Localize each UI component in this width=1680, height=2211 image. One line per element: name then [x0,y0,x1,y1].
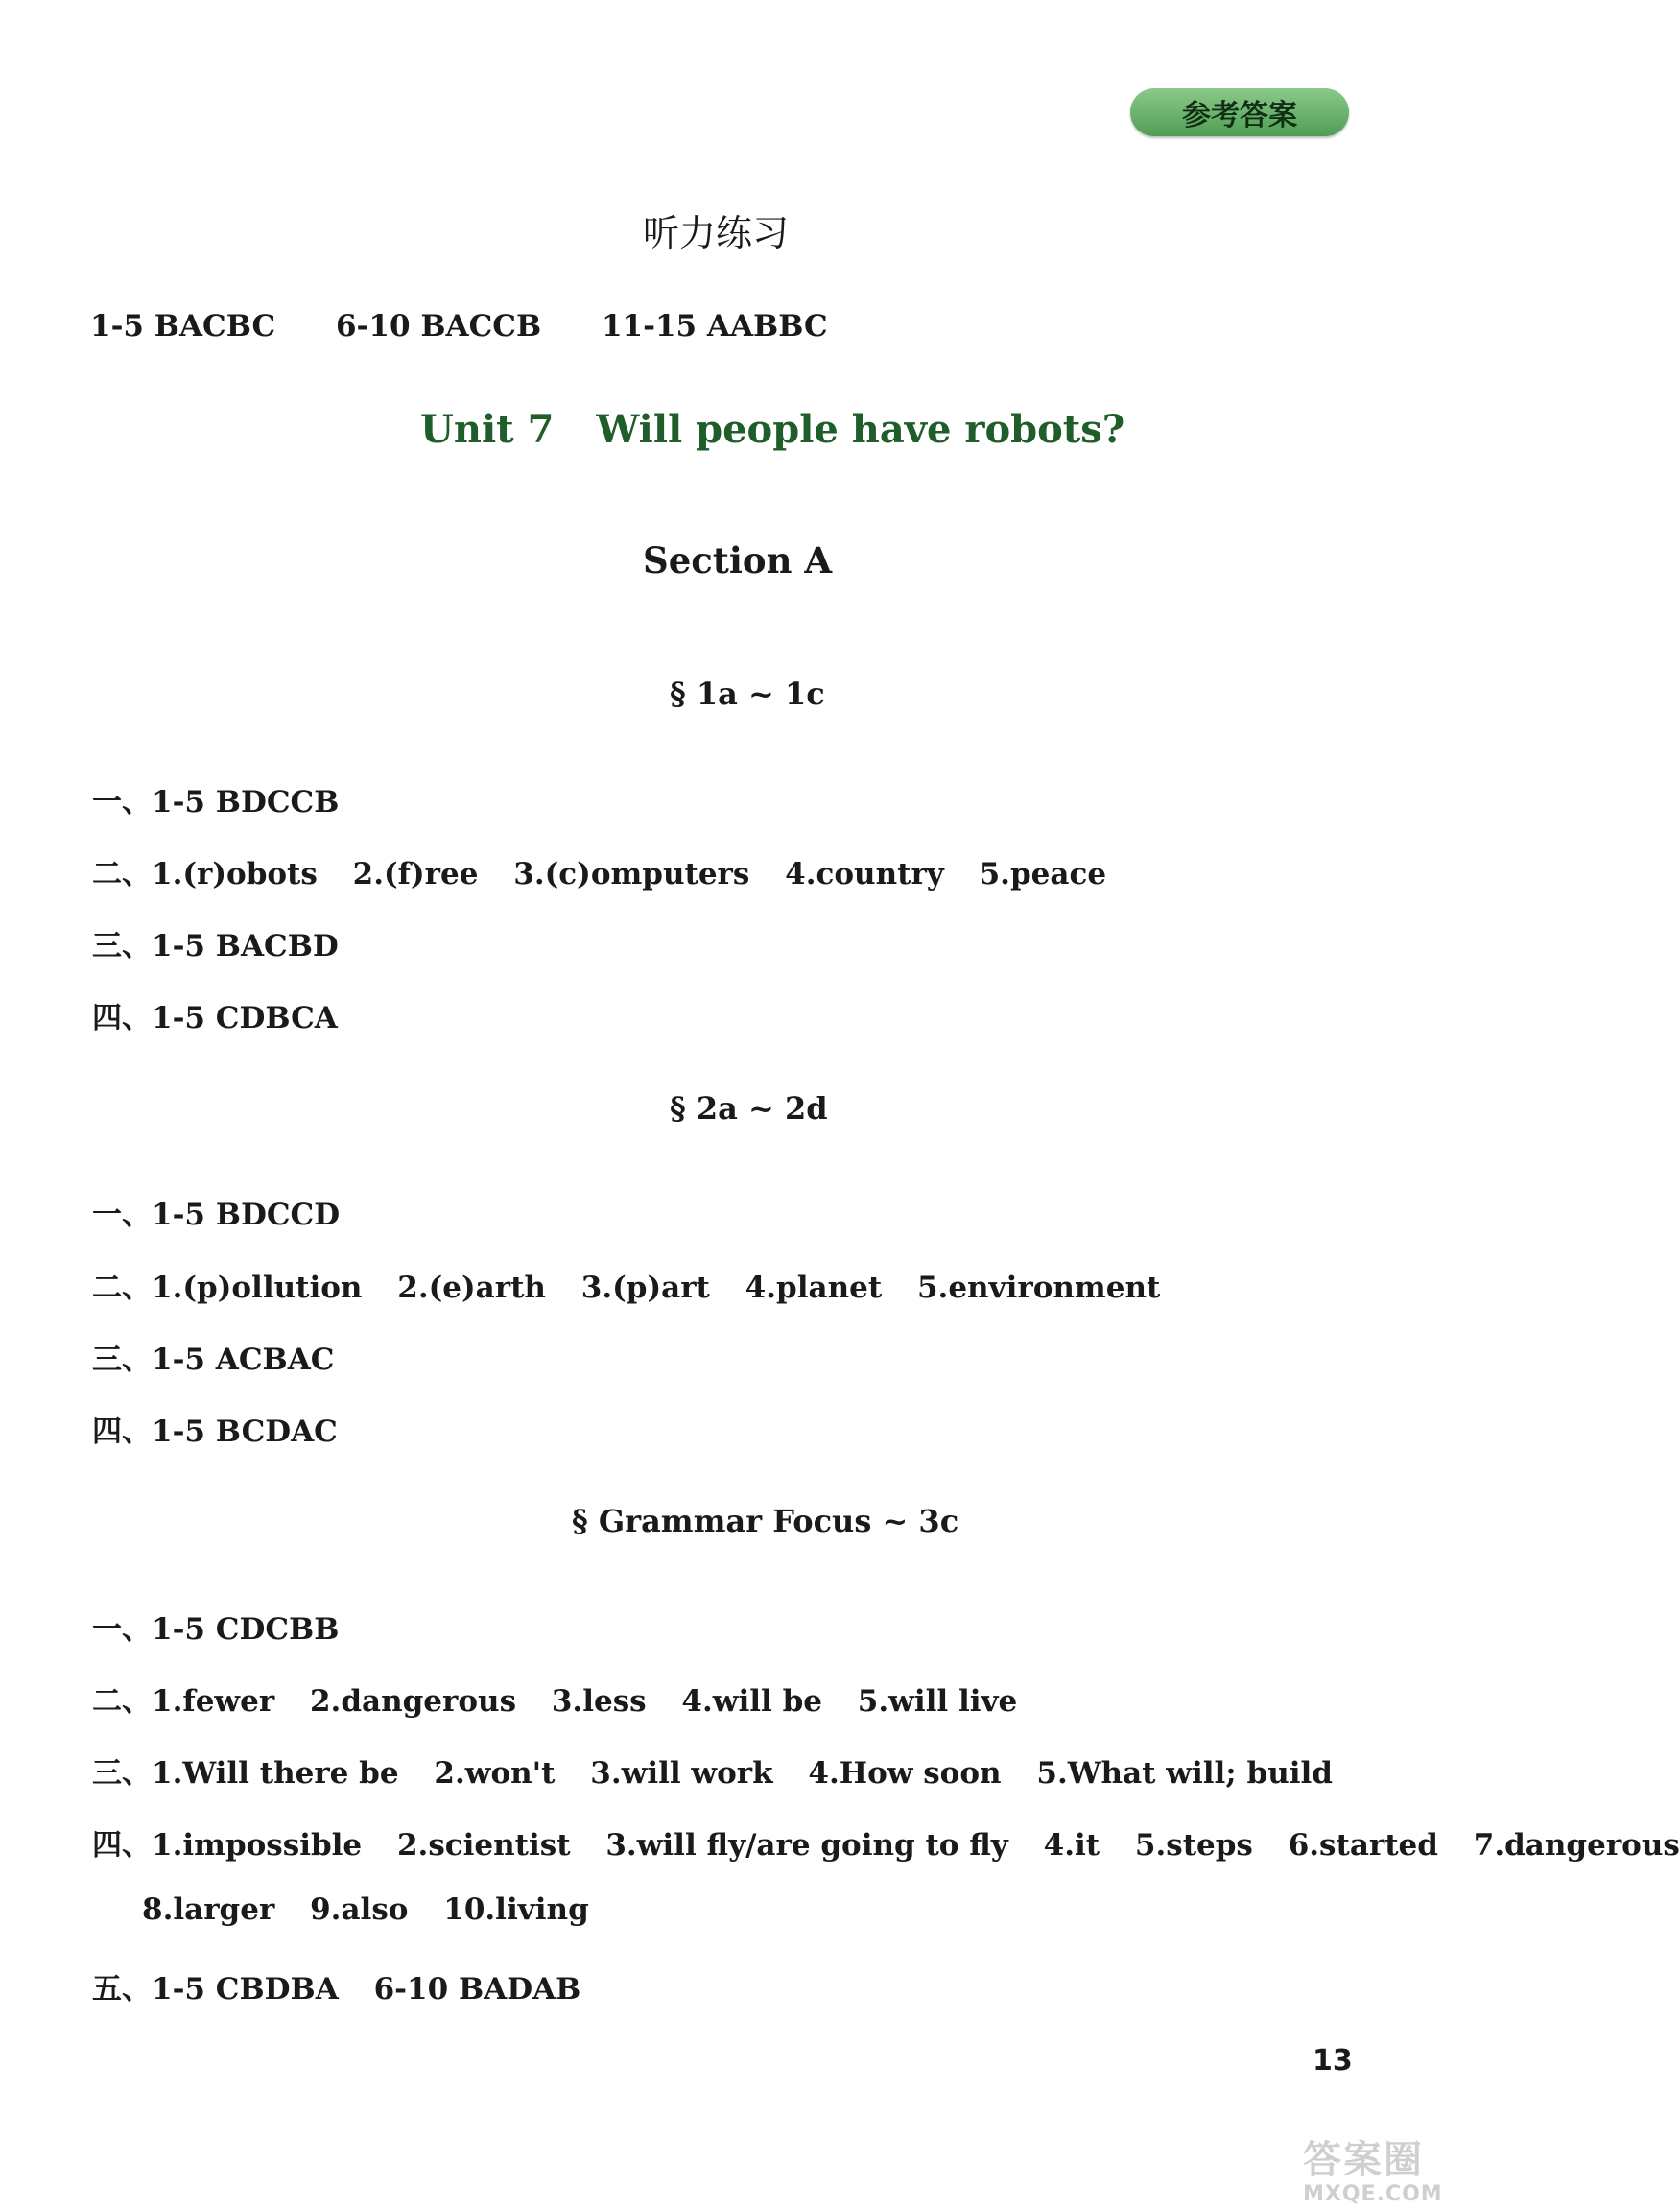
answer-item: 5.will live [857,1684,1018,1719]
answer-line [92,1335,334,1378]
group-title: § 2a ~ 2d [670,1090,828,1127]
answer-key-badge: 参考答案 [1130,88,1349,136]
answer-item: 1.impossible [152,1828,363,1863]
unit-title [420,407,1124,452]
answer-item: 10.living [443,1892,589,1927]
answer-item: 1-5 BACBD [152,929,339,963]
watermark-url: MXQE.COM [1303,2182,1443,2206]
answer-line [92,1748,1333,1792]
answer-item: 4.country [785,857,944,892]
answer-line [92,921,339,964]
answer-item: 4.it [1043,1828,1100,1863]
answer-item: 3.(p)art [580,1271,710,1305]
answer-line-continuation [142,1892,589,1927]
line-prefix: 一、 [92,1198,152,1232]
answer-line [92,777,339,820]
answer-item: 1-5 CDCBB [152,1612,340,1647]
answer-item: 4.planet [745,1271,883,1305]
line-prefix: 四、 [92,1415,152,1449]
answer-item: 2.won't [434,1756,556,1791]
answer-item: 7.dangerous [1473,1828,1680,1863]
line-prefix: 三、 [92,1756,152,1791]
watermark [1303,2138,1466,2207]
group-title: § 1a ~ 1c [670,676,825,712]
listening-title: 听力练习 [643,212,790,254]
listening-answers [90,309,828,344]
answer-item: 1-5 BDCCD [152,1198,341,1232]
answer-item: 1-5 BCDAC [152,1415,338,1449]
answer-line [92,1820,1680,1864]
line-prefix: 四、 [92,1828,152,1863]
answer-item: 2.(f)ree [352,857,479,892]
answer-item: 1-5 ACBAC [152,1343,335,1377]
answer-item: 6-10 BADAB [373,1972,581,2007]
answer-line [92,1964,580,2008]
answer-item: 3.(c)omputers [513,857,750,892]
answer-item: 2.(e)arth [397,1271,546,1305]
line-prefix: 二、 [92,1684,152,1719]
answer-item: 6.started [1288,1828,1438,1863]
line-prefix: 五、 [92,1972,152,2007]
answer-item: 2.scientist [396,1828,571,1863]
answer-item: 5.peace [979,857,1107,892]
section-title: Section A [643,539,833,582]
answer-item: 9.also [310,1892,409,1927]
answer-item: 1.Will there be [152,1756,399,1791]
answer-item: 8.larger [142,1892,275,1927]
watermark-logo: 答案圈 [1303,2138,1424,2182]
answer-line [92,1190,340,1233]
page-number: 13 [1313,2044,1353,2078]
answer-item: 1.fewer [152,1684,275,1719]
answer-item: 6-10 BACCB [335,309,542,344]
answer-item: 1.(r)obots [152,857,318,892]
answer-item: 4.will be [681,1684,822,1719]
line-prefix: 三、 [92,929,152,963]
answer-item: 3.will fly/are going to fly [605,1828,1008,1863]
answer-item: 5.What will; build [1036,1756,1333,1791]
unit-number: Unit 7 [420,407,555,452]
line-prefix: 三、 [92,1343,152,1377]
answer-item: 1-5 BACBC [90,309,276,344]
answer-item: 1.(p)ollution [152,1271,363,1305]
answer-line [92,1407,338,1450]
unit-name: Will people have robots? [596,407,1125,452]
line-prefix: 一、 [92,1612,152,1647]
answer-item: 5.steps [1134,1828,1253,1863]
line-prefix: 二、 [92,1271,152,1305]
answer-item: 3.less [551,1684,647,1719]
answer-item: 3.will work [590,1756,773,1791]
line-prefix: 二、 [92,857,152,892]
answer-line [92,1676,1017,1720]
answer-item: 4.How soon [808,1756,1002,1791]
answer-item: 1-5 BDCCB [152,785,340,820]
answer-item: 5.environment [916,1271,1161,1305]
line-prefix: 一、 [92,785,152,820]
answer-item: 11-15 AABBC [601,309,828,344]
group-title: § Grammar Focus ~ 3c [572,1503,959,1539]
answer-line [92,993,338,1036]
answer-item: 2.dangerous [309,1684,517,1719]
answer-line [92,849,1106,892]
line-prefix: 四、 [92,1001,152,1035]
answer-line [92,1605,339,1648]
answer-item: 1-5 CDBCA [152,1001,338,1035]
answer-item: 1-5 CBDBA [152,1972,339,2007]
answer-line [92,1263,1160,1306]
